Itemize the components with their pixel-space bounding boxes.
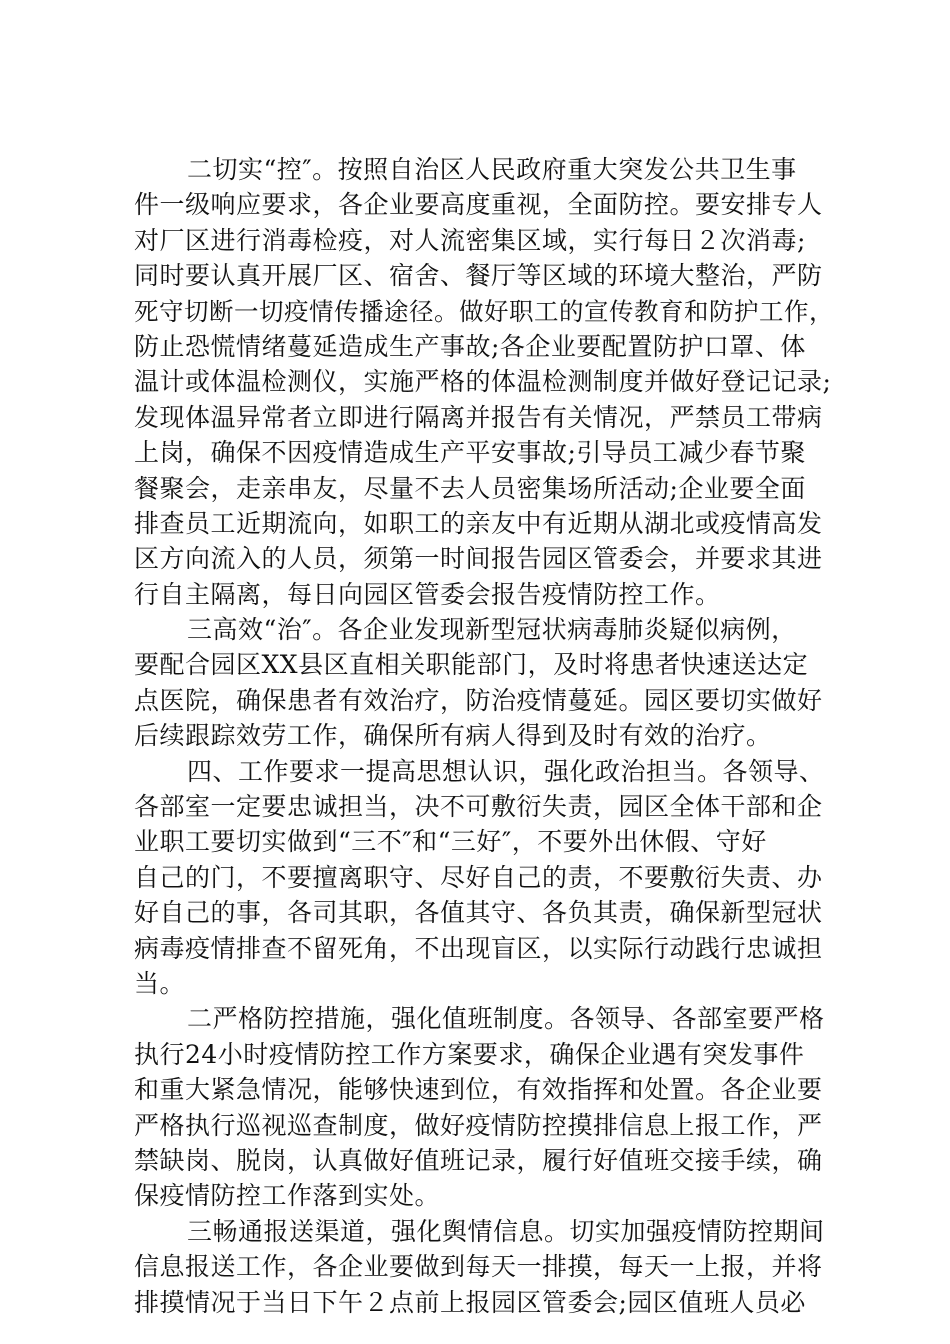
- text-line: 件一级响应要求，各企业要高度重视，全面防控。要安排专人: [134, 190, 823, 220]
- paragraph-first-line: 四、工作要求一提高思想认识，强化政治担当。各领导、: [187, 756, 825, 786]
- text-line: 病毒疫情排查不留死角，不出现盲区，以实际行动践行忠诚担: [134, 933, 823, 963]
- text-line: 温计或体温检测仪，实施严格的体温检测制度并做好登记记录;: [134, 367, 832, 397]
- text-line: 和重大紧急情况，能够快速到位，有效指挥和处置。各企业要: [134, 1075, 823, 1105]
- text-line: 自己的门，不要擅离职守、尽好自己的责，不要敷衍失责、办: [134, 862, 823, 892]
- paragraph-first-line: 二切实“控″。按照自治区人民政府重大突发公共卫生事: [187, 155, 797, 184]
- text-line: 好自己的事，各司其职，各值其守、各负其责，确保新型冠状: [134, 898, 823, 928]
- paragraph-first-line: 三高效“治″。各企业发现新型冠状病毒肺炎疑似病例，: [187, 615, 797, 645]
- text-line: 执行24小时疫情防控工作方案要求，确保企业遇有突发事件: [134, 1039, 805, 1069]
- text-line: 各部室一定要忠诚担当，决不可敷衍失责，园区全体干部和企: [134, 792, 823, 822]
- text-line: 防止恐慌情绪蔓延造成生产事故;各企业要配置防护口罩、体: [134, 331, 806, 361]
- text-line: 对厂区进行消毒检疫，对人流密集区域，实行每日２次消毒;: [134, 225, 806, 255]
- text-line: 区方向流入的人员，须第一时间报告园区管委会，并要求其进: [134, 544, 823, 574]
- text-line: 后续跟踪效劳工作，确保所有病人得到及时有效的治疗。: [134, 721, 772, 751]
- text-line: 发现体温异常者立即进行隔离并报告有关情况，严禁员工带病: [134, 402, 823, 432]
- text-line: 业职工要切实做到“三不″和“三好″，不要外出休假、守好: [134, 827, 767, 857]
- text-line: 上岗，确保不因疫情造成生产平安事故;引导员工减少春节聚: [134, 438, 806, 468]
- paragraph-first-line: 二严格防控措施，强化值班制度。各领导、各部室要严格: [187, 1004, 825, 1034]
- text-line: 餐聚会，走亲串友，尽量不去人员密集场所活动;企业要全面: [134, 473, 806, 503]
- document-body: [134, 152, 834, 1320]
- text-line: 当。: [134, 968, 186, 998]
- text-line: 保疫情防控工作落到实处。: [134, 1181, 441, 1211]
- text-line: 同时要认真开展厂区、宿舍、餐厅等区域的环境大整治，严防: [134, 261, 823, 291]
- text-line: 严格执行巡视巡查制度，做好疫情防控摸排信息上报工作，严: [134, 1110, 823, 1140]
- text-line: 排查员工近期流向，如职工的亲友中有近期从湖北或疫情高发: [134, 508, 823, 538]
- text-line: 死守切断一切疫情传播途径。做好职工的宣传教育和防护工作，: [134, 296, 834, 326]
- text-line: 禁缺岗、脱岗，认真做好值班记录，履行好值班交接手续，确: [134, 1145, 823, 1175]
- paragraph-first-line: 三畅通报送渠道，强化舆情信息。切实加强疫情防控期间: [187, 1216, 825, 1246]
- text-line: 行自主隔离，每日向园区管委会报告疫情防控工作。: [134, 579, 721, 609]
- text-line: 排摸情况于当日下午２点前上报园区管委会;园区值班人员必: [134, 1287, 806, 1317]
- text-line: 信息报送工作，各企业要做到每天一排摸，每天一上报，并将: [134, 1252, 823, 1282]
- text-line: 点医院，确保患者有效治疗，防治疫情蔓延。园区要切实做好: [134, 685, 823, 715]
- text-line: 要配合园区XX县区直相关职能部门，及时将患者快速送达定: [134, 650, 809, 680]
